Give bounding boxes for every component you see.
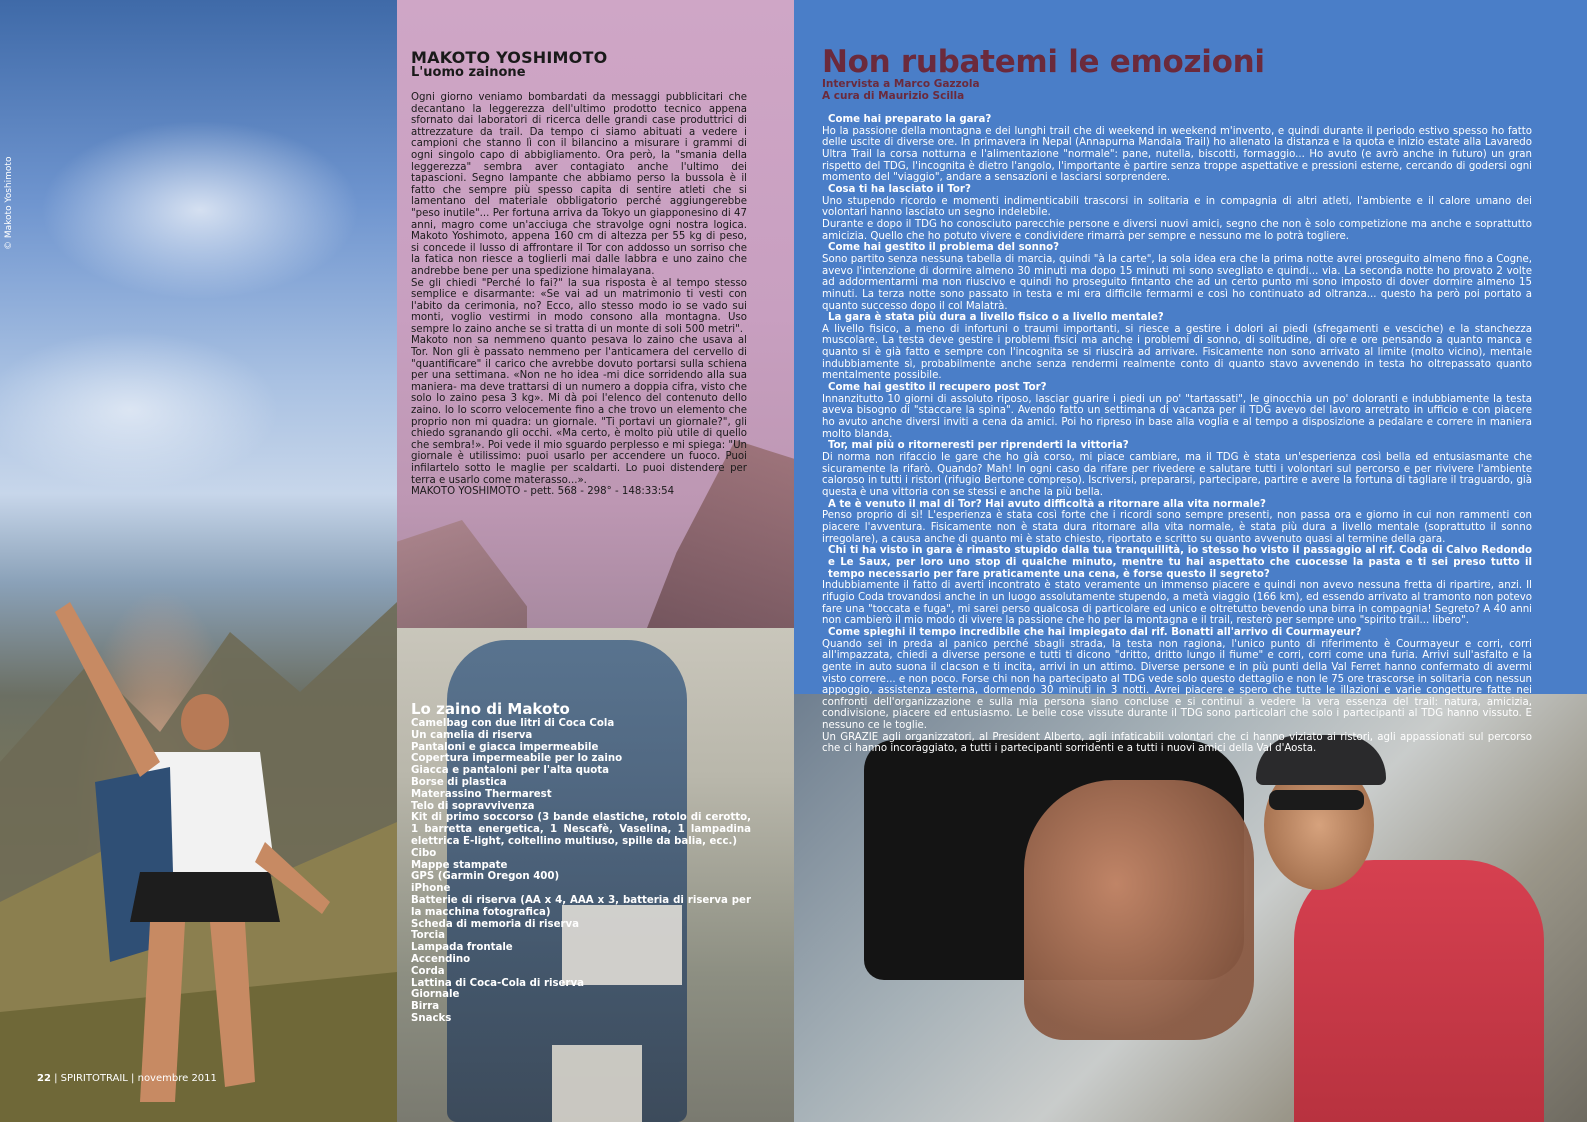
question: Tor, mai più o ritorneresti per riprenderti la vittoria? <box>828 440 1129 452</box>
sky-cloud <box>0 330 280 490</box>
list-item: Snacks <box>411 1012 452 1024</box>
list-item: Lattina di Coca-Cola di riserva <box>411 977 584 989</box>
question: Come hai preparato la gara? <box>828 114 992 125</box>
article-title: Non rubatemi le emozioni <box>822 44 1265 80</box>
list-item: Telo di sopravvivenza <box>411 800 535 812</box>
list-item: GPS (Garmin Oregon 400) <box>411 871 560 883</box>
list-item: Corda <box>411 965 445 977</box>
page-folio <box>37 1073 217 1084</box>
list-item: Birra <box>411 1001 440 1013</box>
answer: Innanzitutto 10 giorni di assoluto riposo, lasciar guarire i piedi un po' "tartassati", le ginocchia un po' doloranti e indubbiamente la testa aveva bisogno di "staccare la spina". Avendo fatto un settimana di vacanza per il TDG avevo del lavoro arretrato in ufficio e con piacere ho avuto anche diversi inviti a cena da amici. Poi ho ripreso in base alla voglia e al tempo a disposizione a pedalare e correre in maniera molto blanda. <box>822 393 1532 440</box>
list-item: Copertura impermeabile per lo zaino <box>411 753 623 765</box>
sidebar-paragraph: Ogni giorno veniamo bombardati da messaggi pubblicitari che decantano la leggerezza dell'ultimo prodotto tecnico appena sfornato dai laboratori di ricerca delle grandi case produttrici di attrezzature da trail. Da tempo ci siamo abituati a vedere i campioni che stanno lì con il bilancino a misurare i grammi di ogni singolo capo di abbigliamento. Ora però, la "smania della leggerezza" sembra aver contagiato anche l'ultimo dei tapascioni. Segno lampante che abbiamo perso la bussola è il fatto che sempre più spesso capita di sentire atleti che si lamentano del materiale obbligatorio perché aggiungerebbe "peso inutile"... Per fortuna arriva da Tokyo un giapponesino di 47 anni, magro come un'acciuga che stravolge ogni nostra logica. Makoto Yoshimoto, appena 160 cm di altezza per 55 kg di peso, si concede il lusso di affrontare il Tor con addosso un sorriso che la fatica non riesce a toglierli mai dalle labbra e uno zaino che andrebbe bene per una spedizione himalayana. <box>411 92 747 277</box>
sky-cloud <box>40 120 360 300</box>
interview-page <box>794 0 1587 1122</box>
sidebar-paragraph: Makoto non sa nemmeno quanto pesava lo zaino che usava al Tor. Non gli è passato nemmeno per l'anticamera del cervello di "quantificare" il carico che avrebbe dovuto portarsi sulla schiena per una settimana. «Non ne ho idea -mi dice sorridendo alla sua maniera- ma deve trattarsi di un numero a doppia cifra, visto che solo lo zaino pesa 3 kg». Mi dà poi l'elenco del contenuto dello zaino. lo lo scorro velocemente fino a che trovo un elemento che proprio non mi quadra: un giornale. "Ti portavi un giornale?", gli chiedo sgranando gli occhi. «Ma certo, è molto più utile di quello che sembra!». Poi vede il mio sguardo perplesso e mi spiega: "Un giornale è utilissimo: puoi usarlo per accendere un fuoco. Puoi infilartelo sotto le maglie per scaldarti. Lo puoi distendere per terra e usarlo come materasso...». <box>411 335 747 486</box>
question: A te è venuto il mal di Tor? Hai avuto difficoltà a ritornare alla vita normale? <box>828 498 1266 510</box>
interview-body <box>822 114 1532 755</box>
question: Come hai gestito il recupero post Tor? <box>828 382 1047 394</box>
question: Come spieghi il tempo incredibile che hai impiegato dal rif. Bonatti all'arrivo di Courmayeur? <box>828 626 1362 638</box>
runner-photo-illustration <box>0 542 397 1122</box>
list-item: Accendino <box>411 953 471 965</box>
list-item: iPhone <box>411 883 451 895</box>
list-item: Kit di primo soccorso (3 bande elastiche, rotolo di cerotto, 1 barretta energetica, 1 Nescafè, Vaselina, 1 lampadina elettrica E-light, coltellino multiuso, spille da balia, ecc.) <box>411 812 751 847</box>
list-item: Giacca e pantaloni per l'alta quota <box>411 765 609 777</box>
answer: A livello fisico, a meno di infortuni o traumi importanti, si riesce a gestire i dolori ai piedi (sfregamenti e vesciche) e la stanchezza muscolare. La testa deve gestire i problemi fisici ma anche i problemi di sonno, di solitudine, di ore e ore pensando a quanto manca e quanto si è già fatto e sempre con l'incognita se si riuscirà ad arrivare. Fisicamente non sono arrivato al limite (molto vicino), mentale indubbiamente sì, probabilmente anche senza rendermi realmente conto di quanto stavo avvenendo in testa ho oltrepassato quanto mentalmente possibile. <box>822 323 1532 382</box>
list-item: Lampada frontale <box>411 942 513 954</box>
list-item: Batterie di riserva (AA x 4, AAA x 3, batteria di riserva per la macchina fotografica) <box>411 894 751 918</box>
backpack-list-title: Lo zaino di Makoto <box>411 700 570 718</box>
question: La gara è stata più dura a livello fisico o a livello mentale? <box>828 312 1164 324</box>
list-item: Mappe stampate <box>411 859 508 871</box>
sidebar-title: MAKOTO YOSHIMOTO <box>411 48 608 67</box>
left-photo-panel <box>0 0 397 1122</box>
answer: Indubbiamente il fatto di averti incontrato è stato veramente un immenso piacere e quindi non avevo nessuna fretta di ripartire, anzi. Il rifugio Coda trovandosi anche in un luogo assolutamente stupendo, a metà viaggio (166 km), ed essendo arrivato al tramonto non potevo fare una "toccata e fuga", mi sarei perso qualcosa di particolare ed unico e oltretutto bevendo una birra in compagnia! Segreto? A 40 anni non cambierò il mio modo di vivere la passione che ho per la montagna e il trail, resterò per sempre uno "spirito trail... libero". <box>822 580 1532 627</box>
list-item: Pantaloni e giacca impermeabile <box>411 741 599 753</box>
author-line: A cura di Maurizio Scilla <box>822 90 965 102</box>
answer: Penso proprio di sì! L'esperienza è stata così forte che i ricordi sono sempre presenti, non passa ora e giorno in cui non rammenti con piacere l'avventura. Fisicamente non è stata dura ritornare alla vita normale, è stata più dura a livello mentale (soprattutto il sonno irregolare), a causa anche di quanto mi è stato chiesto, riportato e scritto su quanto avvenuto quasi al termine della gara. <box>822 510 1532 545</box>
sidebar-column <box>397 0 794 1122</box>
question: Come hai gestito il problema del sonno? <box>828 242 1060 254</box>
list-item: Torcia <box>411 930 446 942</box>
page-number: 22 <box>37 1073 51 1084</box>
question: Chi ti ha visto in gara è rimasto stupido dalla tua tranquillità, io stesso ho visto il passaggio al rif. Coda di Calvo Redondo e Le Saux, per loro uno stop di qualche minuto, mentre tu hai aspettato che cuocesse la pasta e ti sei preso tutto il tempo necessario per fare praticamente una cena, è forse questo il segreto? <box>828 545 1532 580</box>
sidebar-body <box>411 92 747 498</box>
list-item: Un camelia di riserva <box>411 729 533 741</box>
photo-credit: © Makoto Yoshimoto <box>4 156 14 250</box>
list-item: Giornale <box>411 989 460 1001</box>
list-item: Materassino Thermarest <box>411 788 552 800</box>
list-item: Borse di plastica <box>411 776 507 788</box>
interviewee-line: Intervista a Marco Gazzola <box>822 78 980 90</box>
question: Cosa ti ha lasciato il Tor? <box>828 183 971 195</box>
sidebar-signature: MAKOTO YOSHIMOTO - pett. 568 - 298° - 148:33:54 <box>411 486 675 498</box>
runner-shirt <box>1294 860 1544 1122</box>
sidebar-subtitle: L'uomo zainone <box>411 65 526 80</box>
list-item: Camelbag con due litri di Coca Cola <box>411 718 615 729</box>
answer: Quando sei in preda al panico perché sbagli strada, la testa non ragiona, l'unico punto di riferimento è Courmayeur e corri, corri all'impazzata, chiedi a diverse persone e tutti ti dicono "dritto, dritto lungo il fiume" e corri, corri come una furia. Arrivi sull'asfalto e la gente in auto suona il clacson e ti incita, arrivi in un attimo. Diverse persone e in più punti della Val Ferret hanno confermato di avermi visto correre... e non poco. Forse chi non ha partecipato al TDG vede solo questo dettaglio e non le 75 ore trascorse in solitaria con nessun appoggio, assistenza esterna, dormendo 30 minuti in 3 notti. Avrei piacere e spero che tutte le illazioni e varie congetture fatte nei confronti dell'organizzazione e sulla mia persona siano concluse e si continui a vedere la vera essenza del trail: natura, amicizia, condivisione, piacere ed entusiasmo. Le belle cose vissute durante il TDG sono particolari che solo i partecipanti al TDG hanno vissuto. E nessuno ce le toglie. Un GRAZIE agli organizzatori, al President Alberto, agli infaticabili volontari che ci hanno viziato ai ristori, agli appassionati sul percorso che ci hanno incoraggiato, a tutti i partecipanti sorridenti e a tutti i nuovi amici della Val d'Aosta. <box>822 638 1532 755</box>
backpack-list <box>411 718 751 1025</box>
answer: Sono partito senza nessuna tabella di marcia, quindi "à la carte", la sola idea era che la prima notte avrei proseguito almeno fino a Cogne, avevo l'intenzione di dormire almeno 30 minuti ma dopo 15 minuti mi sono svegliato e quindi... via. La seconda notte ho provato 2 volte ad addormentarmi ma non riuscivo e quindi ho proseguito fintanto che ad un certo punto mi sono imposto di dover dormire almeno 15 minuti. La terza notte sono passato in testa e mi era difficile fermarmi e così ho continuato ad oltranza... questo ha però poi portato a quanto successo dopo il col Malatrà. <box>822 253 1532 312</box>
article-byline <box>822 78 980 102</box>
list-item: Cibo <box>411 847 437 859</box>
sidebar-paragraph: Se gli chiedi "Perché lo fai?" la sua risposta è al tempo stesso semplice e disarmante: «Se vai ad un matrimonio ti vesti con l'abito da cerimonia, no? Ecco, allo stesso modo io se vado sui monti, voglio vestirmi in modo consono alla montagna. Uso sempre lo zaino anche se si tratta di un monte di soli 500 metri". <box>411 277 747 335</box>
runner-sunglasses <box>1269 790 1364 810</box>
answer: Ho la passione della montagna e dei lunghi trail che di weekend in weekend m'invento, e quindi durante il periodo estivo spesso ho fatto delle uscite di diverse ore. In primavera in Nepal (Annapurna Mandala Trail) ho allenato la distanza e la quota e inizio estate alla Lavaredo Ultra Trail la corsa notturna e l'alimentazione "normale": pane, nutella, biscotti, formaggio... Ho avuto (e avrò anche in futuro) un gran rispetto del TDG, l'incognita è dietro l'angolo, l'importante è partire senza troppe aspettative e pressioni esterne, cercando di godersi ogni momento del "viaggio", andare a sensazioni e lasciarsi sorprendere. <box>822 125 1532 184</box>
answer: Di norma non rifaccio le gare che ho già corso, mi piace cambiare, ma il TDG è stata un'esperienza così bella ed entusiasmante che sicuramente la rifarò. Quando? Mah! In ogni caso da rifare per rivedere e salutare tutti i volontari sul percorso e per rivivere l'ambiente caloroso in tutti i ristori (rifugio Bertone compreso). Iscriversi, prepararsi, partecipare, partire e avere la fortuna di tagliare il traguardo, già questa è una vittoria con se stessi e anche la più bella. <box>822 452 1532 498</box>
race-bib <box>552 1045 642 1122</box>
hand <box>1024 780 1254 1040</box>
folio-magazine: | SPIRITOTRAIL | novembre 2011 <box>54 1073 217 1084</box>
list-item: Scheda di memoria di riserva <box>411 918 580 930</box>
answer: Uno stupendo ricordo e momenti indimenticabili trascorsi in solitaria e in compagnia di altri atleti, l'ambiente e il calore umano dei volontari hanno lasciato un segno indelebile. Durante e dopo il TDG ho conosciuto parecchie persone e diversi nuovi amici, segno che non è solo competizione ma anche e soprattutto amicizia. Quello che ho potuto vivere e condividere rimarrà per sempre e nessuno me lo potrà togliere. <box>822 195 1532 242</box>
